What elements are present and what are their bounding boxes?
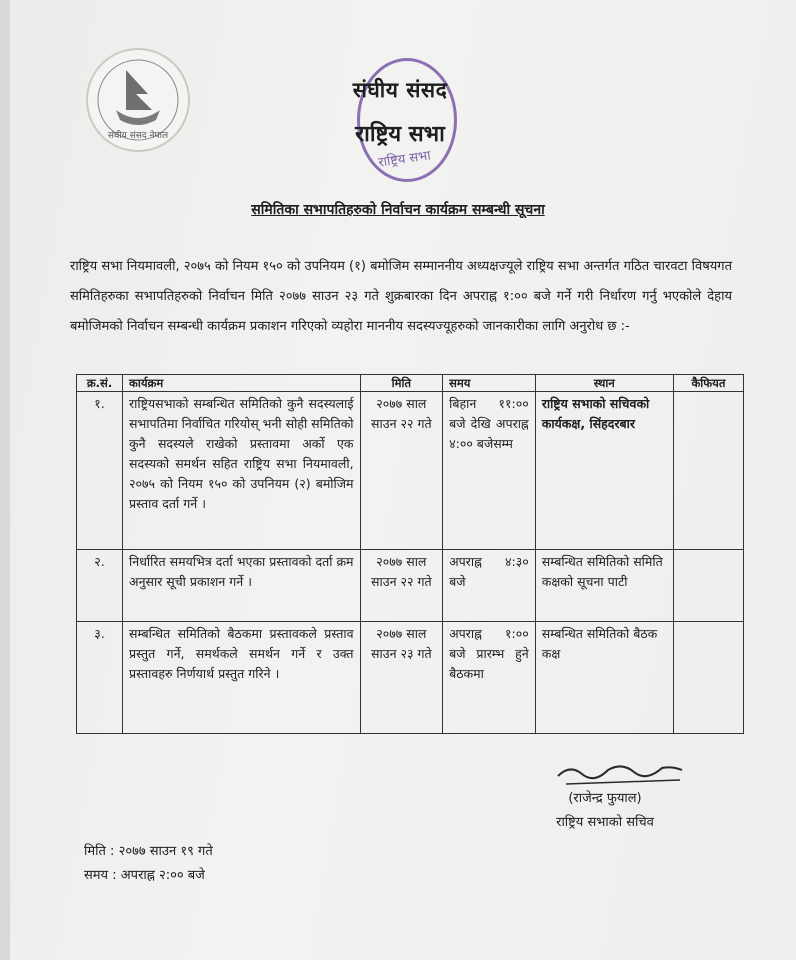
col-header-place: स्थान (535, 375, 673, 392)
issue-info (84, 840, 213, 888)
cell-sn: २. (77, 550, 123, 622)
cell-remarks (673, 550, 743, 622)
cell-place: राष्ट्रिय सभाको सचिवको कार्यकक्ष, सिंहदरबार (535, 392, 673, 550)
issue-time: समय : अपराह्न २:०० बजे (84, 868, 205, 883)
cell-time: अपराह्न १:०० बजे प्रारम्भ हुने बैठकमा (443, 622, 536, 734)
notice-subject: समितिका सभापतिहरुको निर्वाचन कार्यक्रम सम्बन्धी सूचना (251, 202, 545, 218)
col-header-time: समय (443, 375, 536, 392)
table-row (77, 392, 744, 550)
signatory-title: राष्ट्रिय सभाको सचिव (556, 815, 654, 830)
table-row (77, 550, 744, 622)
signature-block (520, 752, 690, 830)
table-header-row (77, 375, 744, 392)
issue-date: मिति : २०७७ साउन १९ गते (84, 844, 213, 859)
col-header-remarks: कैफियत (673, 375, 743, 392)
signatory-name: (राजेन्द्र फुयाल) (568, 791, 642, 806)
cell-program: निर्धारित समयभित्र दर्ता भएका प्रस्तावको दर्ता क्रम अनुसार सूची प्रकाशन गर्ने । (123, 550, 361, 622)
cell-remarks (673, 622, 743, 734)
cell-date: २०७७ साल साउन २२ गते (360, 392, 443, 550)
cell-place: सम्बन्धित समितिको समिति कक्षको सूचना पाटी (535, 550, 673, 622)
cell-time: बिहान ११:०० बजे देखि अपराह्न ४:०० बजेसम्म (443, 392, 536, 550)
cell-remarks (673, 392, 743, 550)
cell-date: २०७७ साल साउन २२ गते (360, 550, 443, 622)
cell-program: राष्ट्रियसभाको सम्बन्धित समितिको कुनै सदस्यलाई सभापतिमा निर्वाचित गरियोस् भनी सोही समितिको कुनै सदस्यले राखेको प्रस्तावमा अर्को एक सदस्यको समर्थन सहित राष्ट्रिय सभा नियमावली, २०७५ को नियम १५० को उपनियम (२) बमोजिम प्रस्ताव दर्ता गर्ने । (123, 392, 361, 550)
cell-time: अपराह्न ४:३० बजे (443, 550, 536, 622)
col-header-sn: क्र.सं. (77, 375, 123, 392)
cell-program: सम्बन्धित समितिको बैठकमा प्रस्तावकले प्रस्ताव प्रस्तुत गर्ने, समर्थकले समर्थन गर्ने र उक्त प्रस्तावहरु निर्णयार्थ प्रस्तुत गरिने । (123, 622, 361, 734)
letterhead (300, 76, 500, 148)
notice-paragraph: राष्ट्रिय सभा नियमावली, २०७५ को नियम १५० को उपनियम (१) बमोजिम सम्माननीय अध्यक्षज्यूले राष्ट्रिय सभा अन्तर्गत गठित चारवटा विषयगत समितिहरुका सभापतिहरुको निर्वाचन मिति २०७७ साउन २३ गते शुक्रबारका दिन अपराह्न १:०० बजे गर्ने गरी निर्धारण गर्नु भएकोले देहाय बमोजिमको निर्वाचन सम्बन्धी कार्यक्रम प्रकाशन गरिएको व्यहोरा माननीय सदस्यज्यूहरुको जानकारीका लागि अनुरोध छ :- (70, 259, 732, 334)
cell-place: सम्बन्धित समितिको बैठक कक्ष (535, 622, 673, 734)
header-line-1: संघीय संसद (352, 78, 448, 102)
col-header-program: कार्यक्रम (123, 375, 361, 392)
cell-sn: १. (77, 392, 123, 550)
cell-date: २०७७ साल साउन २३ गते (360, 622, 443, 734)
cell-sn: ३. (77, 622, 123, 734)
header-line-2: राष्ट्रिय सभा (355, 122, 445, 147)
emblem-text: संघीय संसद नेपाल (107, 131, 169, 141)
col-header-date: मिति (360, 375, 443, 392)
table-row (77, 622, 744, 734)
schedule-table (76, 374, 744, 734)
stamp-text: राष्ट्रिय सभा (377, 148, 432, 171)
parliament-emblem (86, 48, 190, 152)
